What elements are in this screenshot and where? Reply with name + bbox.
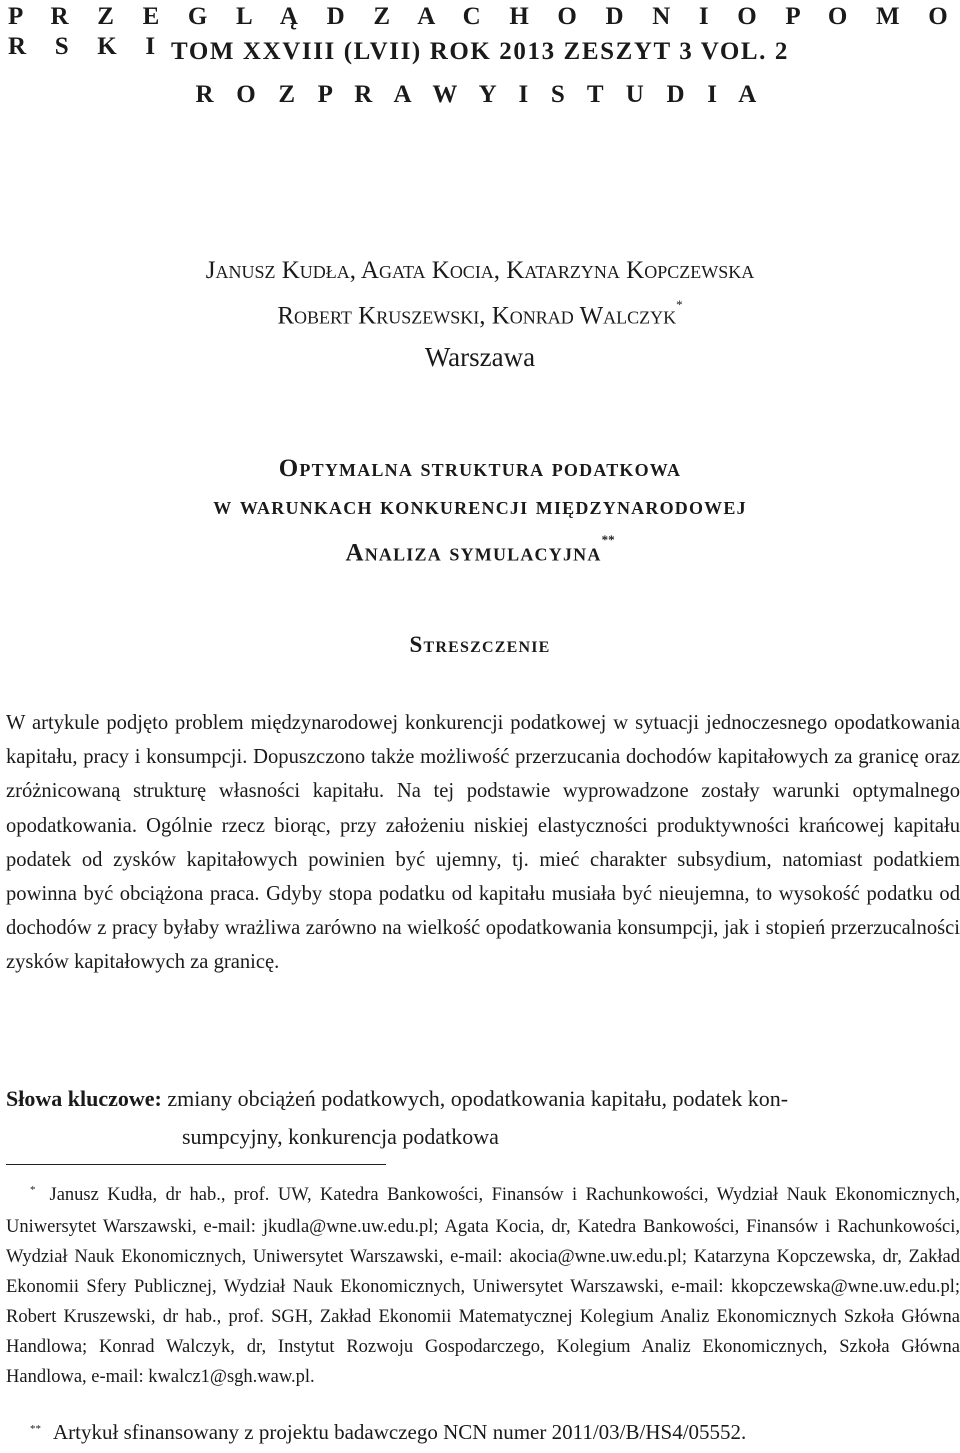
footnote-2-text: Artykuł sfinansowany z projektu badawczego NCN numer 2011/03/B/HS4/05552. xyxy=(53,1420,747,1444)
title-line-3-text: Analiza symulacyjna xyxy=(345,539,602,567)
author-footnote-mark: * xyxy=(676,297,683,312)
authors-line-2 xyxy=(0,294,960,332)
footnote-1 xyxy=(6,1180,960,1392)
authors-line-1: Janusz Kudła, Agata Kocia, Katarzyna Kopczewska xyxy=(205,257,755,284)
abstract-text: W artykule podjęto problem międzynarodowej konkurencji podatkowej w sytuacji jednoczesnego opodatkowania kapitału, pracy i konsumpcji. Dopuszczono także możliwość przerzucania dochodów kapitałowych za granicę oraz zróżnicowaną strukturę własności kapitału. Na tej podstawie wyprowadzone zostały warunki optymalnego opodatkowania. Ogólnie rzecz biorąc, przy założeniu niskiej elastyczności produktywności krańcowej kapitału podatek od zysków kapitałowych powinien być ujemny, tj. mieć charakter subsydium, natomiast podatkiem powinna być obciążona praca. Gdyby stopa podatku od kapitału musiała być nieujemna, to wysokość podatku od dochodów z pracy byłaby wrażliwa zarówno na wielkość opodatkowania konsumpcji, jak i stopień przerzucalności zysków kapitałowych za granicę. xyxy=(6,712,960,974)
journal-volume: TOM XXVIII (LVII) ROK 2013 ZESZYT 3 VOL. 2 xyxy=(171,38,789,65)
keywords-line-2: sumpcyjny, konkurencja podatkowa xyxy=(182,1124,499,1149)
keywords-label: Słowa kluczowe: xyxy=(6,1086,162,1111)
footnote-1-mark: * xyxy=(30,1184,36,1196)
footnote-2 xyxy=(6,1418,960,1450)
title-line-1: Optymalna struktura podatkowa xyxy=(278,455,682,482)
keywords-text-1: zmiany obciążeń podatkowych, opodatkowania kapitału, podatek kon- xyxy=(167,1086,789,1111)
title-footnote-mark: ** xyxy=(601,532,615,547)
journal-name: P R Z E G L Ą D Z A C H O D N I O P O M O R S K I xyxy=(8,3,959,60)
keywords xyxy=(6,1080,960,1156)
title-line-2: w warunkach konkurencji międzynarodowej xyxy=(213,493,747,520)
title-line-3 xyxy=(0,530,960,570)
footnote-divider xyxy=(6,1164,386,1165)
authors-line-2-text: Robert Kruszewski, Konrad Walczyk xyxy=(277,302,677,330)
footnote-1-text: Janusz Kudła, dr hab., prof. UW, Katedra Bankowości, Finansów i Rachunkowości, Wydział Nauk Ekonomicznych, Uniwersytet Warszawski, e-mail: jkudla@wne.uw.edu.pl; Agata Kocia, dr, Katedra Bankowości, Finansów i Rachunkowości, Wydział Nauk Ekonomicznych, Uniwersytet Warszawski, e-mail: akocia@wne.uw.edu.pl; Katarzyna Kopczewska, dr, Zakład Ekonomii Sfery Publicznej, Wydział Nauk Ekonomicznych, Uniwersytet Warszawski, e-mail: kkopczewska@wne.uw.edu.pl; Robert Kruszewski, dr hab., prof. SGH, Zakład Ekonomii Matematycznej Kolegium Analiz Ekonomicznych Szkoła Główna Handlowa; Konrad Walczyk, dr, Instytut Rozwoju Gospodarczego, Kolegium Analiz Ekonomicznych, Szkoła Główna Handlowa, e-mail: kwalcz1@sgh.waw.pl. xyxy=(6,1185,960,1387)
section-name: R O Z P R A W Y I S T U D I A xyxy=(195,81,765,108)
footnote-2-mark: ** xyxy=(30,1423,41,1435)
abstract-heading: Streszczenie xyxy=(409,632,551,657)
keywords-line-1 xyxy=(6,1080,960,1118)
author-city: Warszawa xyxy=(424,342,536,372)
